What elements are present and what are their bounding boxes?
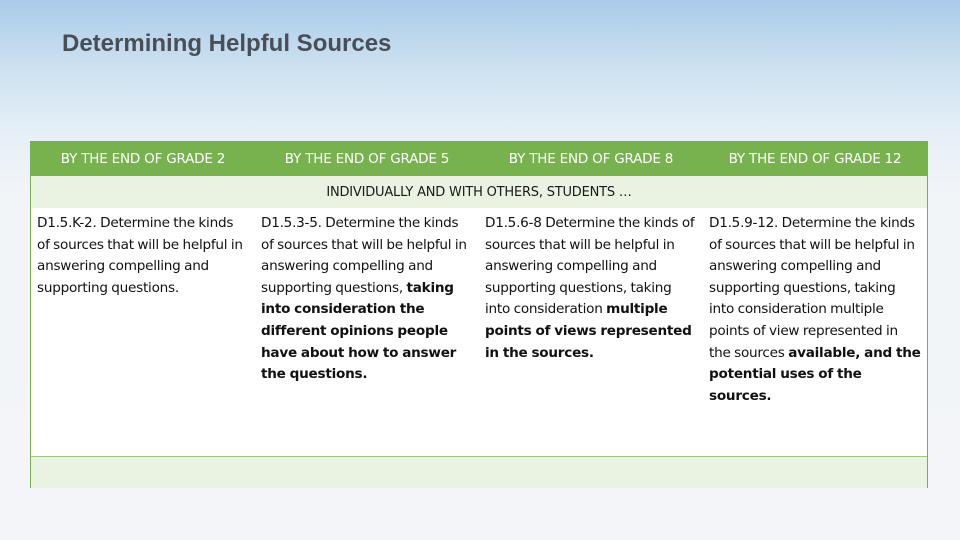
table-header-row xyxy=(31,142,927,176)
header-grade-12: BY THE END OF GRADE 12 xyxy=(728,151,902,167)
standard-code: D1.5.K-2. xyxy=(37,215,97,231)
standard-bold-text: available, and the potential uses of the sources. xyxy=(709,344,921,404)
header-grade-2: BY THE END OF GRADE 2 xyxy=(60,151,226,167)
slide-title: Determining Helpful Sources xyxy=(62,30,392,57)
standard-code: D1.5.3-5. xyxy=(261,215,322,231)
standard-code: D1.5.9-12. xyxy=(709,215,779,231)
standards-table xyxy=(30,141,928,488)
standard-text: Determine the kinds of sources that will be helpful in answering compelling and supporting questions, xyxy=(261,215,467,296)
table-body-row xyxy=(31,208,927,456)
cell-grade-5 xyxy=(255,208,479,456)
header-grade-5: BY THE END OF GRADE 5 xyxy=(284,151,450,167)
table-empty-row xyxy=(31,456,927,488)
standard-bold-text: taking into consideration the different opinions people have about how to answer the questions. xyxy=(261,279,457,383)
standard-text: Determine the kinds of sources that will be helpful in answering compelling and supporting questions, taking into consideration xyxy=(485,215,695,318)
standard-text: Determine the kinds of sources that will be helpful in answering compelling and supporting questions. xyxy=(37,215,243,296)
standard-text: Determine the kinds of sources that will be helpful in answering compelling and supporting questions, taking into consideration multiple points of view represented in the sources xyxy=(709,215,915,361)
standard-bold-text: multiple points of views represented in the sources. xyxy=(485,301,692,361)
cell-grade-12 xyxy=(703,208,927,456)
header-grade-8: BY THE END OF GRADE 8 xyxy=(508,151,674,167)
students-span-row: INDIVIDUALLY AND WITH OTHERS, STUDENTS … xyxy=(31,176,927,209)
standard-code: D1.5.6-8 xyxy=(485,215,542,231)
cell-grade-2 xyxy=(31,208,255,456)
cell-grade-8 xyxy=(479,208,703,456)
